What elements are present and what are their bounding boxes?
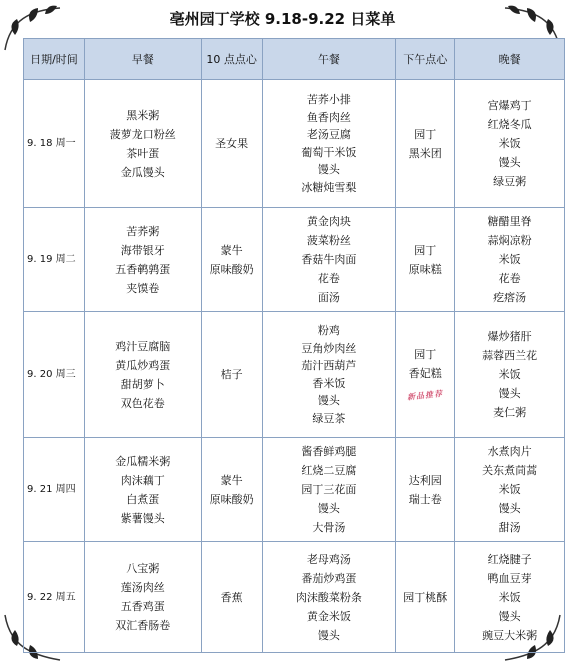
dinner-item: 麦仁粥: [493, 406, 527, 419]
breakfast-cell: [84, 312, 201, 438]
breakfast-item: 甜胡萝卜: [120, 377, 165, 391]
breakfast-item: 五香鹌鹑蛋: [115, 262, 171, 276]
lunch-item: 菠菜粉丝: [306, 234, 351, 247]
dinner-item: 米饭: [498, 253, 521, 266]
header-lunch: 午餐: [262, 39, 396, 80]
breakfast-cell: [84, 80, 201, 208]
snack10-item: 蒙牛: [220, 243, 243, 257]
lunch-item: 花卷: [317, 272, 340, 285]
date-cell: 9. 22 周五: [24, 542, 85, 653]
menu-table: [23, 38, 565, 653]
dinner-item: 鸭血豆芽: [487, 571, 532, 585]
afternoon-item: 达利园: [408, 473, 442, 487]
dinner-item: 关东煮茼蒿: [482, 464, 538, 477]
dinner-item: 米饭: [498, 368, 521, 381]
breakfast-item: 苦荞粥: [126, 224, 160, 238]
header-dinner: 晚餐: [455, 39, 565, 80]
lunch-item: 黄金肉块: [306, 215, 351, 228]
snack10-cell: [201, 542, 262, 653]
lunch-item: 园丁三花面: [301, 483, 357, 496]
lunch-item: 馒头: [317, 163, 340, 176]
date-cell: 9. 19 周二: [24, 208, 85, 312]
lunch-item: 老母鸡汤: [306, 552, 351, 566]
lunch-cell: [262, 80, 396, 208]
dinner-item: 疙瘩汤: [493, 291, 527, 304]
dinner-cell: [455, 438, 565, 542]
breakfast-cell: [84, 542, 201, 653]
dinner-cell: [455, 312, 565, 438]
lunch-item: 绿豆茶: [312, 411, 346, 425]
snack10-item: 蒙牛: [220, 473, 243, 487]
afternoon-cell: [396, 80, 455, 208]
lunch-cell: [262, 208, 396, 312]
afternoon-item: 园丁: [414, 243, 437, 257]
breakfast-item: 黑米粥: [126, 108, 160, 122]
breakfast-item: 八宝粥: [126, 562, 160, 575]
menu-row: [24, 438, 565, 542]
snack10-item: 圣女果: [215, 137, 249, 150]
breakfast-item: 紫薯馒头: [120, 511, 165, 525]
lunch-item: 葡萄干米饭: [301, 145, 357, 159]
menu-body: [24, 80, 565, 653]
dinner-item: 馒头: [498, 609, 521, 623]
lunch-item: 老汤豆腐: [306, 128, 351, 141]
snack10-item: 原味酸奶: [209, 492, 254, 506]
breakfast-item: 双色花卷: [120, 396, 165, 410]
dinner-item: 馒头: [498, 156, 521, 169]
afternoon-item: 原味糕: [408, 262, 442, 276]
dinner-item: 红烧腱子: [487, 552, 532, 566]
lunch-cell: [262, 438, 396, 542]
lunch-item: 冰糖炖雪梨: [301, 180, 357, 194]
lunch-item: 馒头: [317, 502, 340, 515]
lunch-item: 香米饭: [312, 376, 346, 390]
dinner-item: 甜汤: [498, 521, 521, 534]
menu-row: [24, 542, 565, 653]
header-afternoon: 下午点心: [396, 39, 455, 80]
afternoon-item: 黑米团: [408, 146, 442, 160]
breakfast-item: 海带银牙: [120, 243, 165, 257]
lunch-item: 茄汁西葫芦: [301, 359, 357, 372]
menu-row: [24, 208, 565, 312]
lunch-item: 酱香鲜鸡腿: [301, 445, 357, 458]
dinner-item: 馒头: [498, 387, 521, 400]
menu-row: [24, 80, 565, 208]
lunch-item: 馒头: [317, 628, 340, 642]
lunch-item: 豆角炒肉丝: [301, 341, 357, 355]
afternoon-cell: [396, 208, 455, 312]
snack10-item: 桔子: [220, 368, 243, 381]
dinner-item: 花卷: [498, 272, 521, 285]
lunch-cell: [262, 312, 396, 438]
afternoon-cell: [396, 542, 455, 653]
breakfast-item: 双汇香肠卷: [115, 619, 171, 632]
dinner-item: 米饭: [498, 137, 521, 150]
header-date: 日期/时间: [24, 39, 85, 80]
header-snack10: 10 点点心: [201, 39, 262, 80]
breakfast-item: 茶叶蛋: [126, 146, 160, 160]
dinner-cell: [455, 80, 565, 208]
lunch-item: 馒头: [317, 394, 340, 407]
dinner-item: 糖醋里脊: [487, 215, 532, 228]
afternoon-cell: [396, 312, 455, 438]
afternoon-item: 瑞士卷: [408, 492, 442, 506]
menu-row: [24, 312, 565, 438]
dinner-item: 水煮肉片: [487, 445, 532, 458]
breakfast-cell: [84, 208, 201, 312]
breakfast-cell: [84, 438, 201, 542]
breakfast-item: 夹馍卷: [126, 281, 160, 295]
date-cell: 9. 21 周四: [24, 438, 85, 542]
dinner-item: 豌豆大米粥: [482, 628, 538, 642]
breakfast-item: 白煮蛋: [126, 492, 160, 506]
dinner-item: 馒头: [498, 502, 521, 515]
header-breakfast: 早餐: [84, 39, 201, 80]
breakfast-item: 五香鸡蛋: [120, 600, 165, 613]
date-cell: 9. 18 周一: [24, 80, 85, 208]
lunch-item: 粉鸡: [317, 324, 340, 337]
breakfast-item: 莲汤肉丝: [120, 581, 165, 594]
dinner-item: 红烧冬瓜: [487, 118, 532, 131]
lunch-item: 肉沫酸菜粉条: [295, 590, 362, 604]
breakfast-item: 金瓜糯米粥: [115, 454, 171, 468]
lunch-cell: [262, 542, 396, 653]
header-row: [24, 39, 565, 80]
dinner-item: 蒜蓉西兰花: [482, 349, 538, 362]
lunch-item: 大骨汤: [312, 521, 346, 534]
dinner-item: 米饭: [498, 590, 521, 604]
dinner-item: 绿豆粥: [493, 175, 527, 188]
dinner-item: 蒜焖凉粉: [487, 234, 532, 247]
snack10-item: 原味酸奶: [209, 262, 254, 276]
breakfast-item: 鸡汁豆腐脑: [115, 339, 171, 353]
lunch-item: 黄金米饭: [306, 609, 351, 623]
breakfast-item: 金瓜馒头: [120, 165, 165, 179]
breakfast-item: 黄瓜炒鸡蛋: [115, 358, 171, 372]
date-cell: 9. 20 周三: [24, 312, 85, 438]
page-title: 亳州园丁学校 9.18-9.22 日菜单: [169, 10, 396, 28]
breakfast-item: 菠萝龙口粉丝: [109, 127, 176, 141]
dinner-cell: [455, 542, 565, 653]
lunch-item: 苦荞小排: [306, 93, 351, 106]
dinner-item: 爆炒猪肝: [487, 330, 532, 343]
snack10-item: 香蕉: [220, 590, 243, 604]
afternoon-item: 园丁: [414, 347, 437, 361]
lunch-item: 鱼香肉丝: [306, 110, 351, 124]
dinner-item: 宫爆鸡丁: [487, 99, 532, 112]
dinner-item: 米饭: [498, 483, 521, 496]
snack10-cell: [201, 208, 262, 312]
lunch-item: 红烧二豆腐: [301, 464, 357, 477]
lunch-item: 番茄炒鸡蛋: [301, 571, 357, 585]
afternoon-item: 香妃糕: [408, 366, 442, 380]
lunch-item: 面汤: [317, 291, 340, 304]
lunch-item: 香菇牛肉面: [301, 253, 357, 266]
breakfast-item: 肉沫藕丁: [120, 473, 165, 487]
snack10-cell: [201, 438, 262, 542]
afternoon-item: 园丁: [414, 127, 437, 141]
new-item-badge: 新品推荐: [406, 388, 444, 402]
dinner-cell: [455, 208, 565, 312]
afternoon-cell: [396, 438, 455, 542]
afternoon-item: 园丁桃酥: [403, 590, 448, 604]
snack10-cell: [201, 312, 262, 438]
snack10-cell: [201, 80, 262, 208]
